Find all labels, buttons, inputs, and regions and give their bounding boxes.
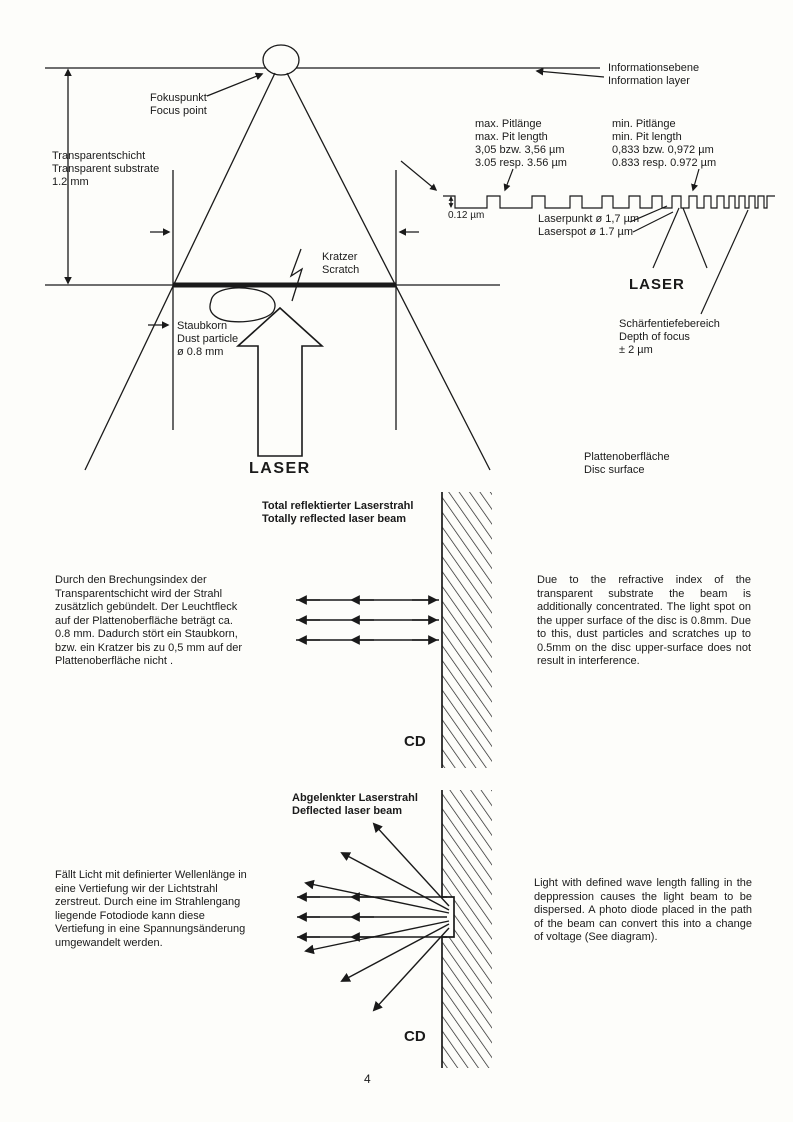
- transparent-substrate-label: [52, 150, 159, 189]
- laser-source-label: LASER: [249, 460, 311, 477]
- scratch-mark: [291, 249, 302, 301]
- label-line-value-de: 3,05 bzw. 3,56 µm: [475, 144, 565, 156]
- label-line-value-en: 0.833 resp. 0.972 µm: [612, 157, 717, 169]
- deflection-body-en: Light with defined wave length falling in the deppression causes the light beam to be dispersed. A photo diode placed in the path of the beam can convert this into a change of voltage (See diagram).: [534, 877, 752, 943]
- depth-of-focus-label: [619, 318, 720, 357]
- reflection-diagram-lines: [296, 492, 492, 768]
- label-line-de: Staubkorn: [177, 320, 228, 332]
- label-line-en: max. Pit length: [475, 131, 548, 143]
- label-line-de: Kratzer: [322, 251, 358, 263]
- max-pit-length-label: [475, 118, 567, 170]
- label-line-value: 1.2 mm: [52, 176, 89, 188]
- label-line-de: min. Pitlänge: [612, 118, 676, 130]
- dust-particle-shape: [210, 288, 275, 322]
- laser-pickup-label: LASER: [629, 276, 685, 293]
- label-line-value-de: 0,833 bzw. 0,972 µm: [612, 144, 714, 156]
- label-line-de: Fokuspunkt: [150, 92, 207, 104]
- laser-spot-label: [538, 213, 639, 239]
- label-line-value: ± 2 µm: [619, 344, 653, 356]
- label-line-en: Depth of focus: [619, 331, 690, 343]
- label-line-de: Informationsebene: [608, 62, 700, 74]
- label-line-en: Information layer: [608, 75, 690, 87]
- label-line-value: 0.12 µm: [448, 210, 485, 221]
- deflection-body-de: Fällt Licht mit definierter Wellenlänge in eine Vertiefung wir der Lichtstrahl zerstreut. Durch eine im Strahlengang liegende Fotodiode kann diese Vertiefung in eine Spannungsänderung umgewandelt werden.: [55, 869, 247, 949]
- focus-lens: [263, 45, 299, 75]
- label-line-value-en: 3.05 resp. 3.56 µm: [475, 157, 567, 169]
- title-line-en: Totally reflected laser beam: [262, 513, 407, 525]
- cd-bar-reflection: [442, 492, 492, 768]
- deflection-diagram-lines: [297, 790, 492, 1068]
- pit-depth-label: [448, 209, 484, 222]
- label-line-de: Schärfentiefebereich: [619, 318, 720, 330]
- reflection-body-de: Durch den Brechungsindex der Transparentschicht wird der Strahl zusätzlich gebündelt. Der Leuchtfleck auf der Plattenoberfläche beträgt ca. 0.8 mm. Dadurch stört ein Staubkorn, bzw. ein Kratzer bis zu 0,5 mm auf der Plattenoberfläche nicht .: [55, 574, 243, 667]
- page-number: 4: [364, 1072, 371, 1086]
- focus-point-label: [150, 92, 207, 118]
- label-line-en: Dust particle: [177, 333, 239, 345]
- laser-arrow: [238, 308, 322, 456]
- cd-bar-deflection: [442, 790, 492, 1068]
- label-line-value: ø 0.8 mm: [177, 346, 224, 358]
- title-line-en: Deflected laser beam: [292, 805, 403, 817]
- label-line-de: max. Pitlänge: [475, 118, 542, 130]
- label-line-en: Scratch: [322, 264, 360, 276]
- deflection-title: [292, 792, 418, 818]
- dust-particle-label: [177, 320, 238, 359]
- label-line-de: Transparentschicht: [52, 150, 146, 162]
- label-line-de: Laserpunkt ø 1,7 µm: [538, 213, 640, 225]
- label-line-en: Focus point: [150, 105, 207, 117]
- label-line-en: Disc surface: [584, 464, 645, 476]
- label-line-en: Transparent substrate: [52, 163, 160, 175]
- cd-label-reflection: CD: [404, 733, 426, 750]
- cd-label-deflection: CD: [404, 1028, 426, 1045]
- min-pit-length-label: [612, 118, 716, 170]
- reflection-title: [262, 500, 413, 526]
- title-line-de: Total reflektierter Laserstrahl: [262, 500, 414, 512]
- label-line-de: Plattenoberfläche: [584, 451, 670, 463]
- disc-surface-label: [584, 451, 670, 477]
- reflection-body-en: Due to the refractive index of the transparent substrate the beam is additionally concentrated. The light spot on the upper surface of the disc is 0.8mm. Due to this, dust particles and scratches up to 0.5mm on the disc upper-surface does not result in interference.: [537, 574, 751, 667]
- scratch-label: [322, 251, 359, 277]
- title-line-de: Abgelenkter Laserstrahl: [292, 792, 418, 804]
- label-line-en: Laserspot ø 1.7 µm: [538, 226, 633, 238]
- label-line-en: min. Pit length: [612, 131, 682, 143]
- information-layer-label: [608, 62, 699, 88]
